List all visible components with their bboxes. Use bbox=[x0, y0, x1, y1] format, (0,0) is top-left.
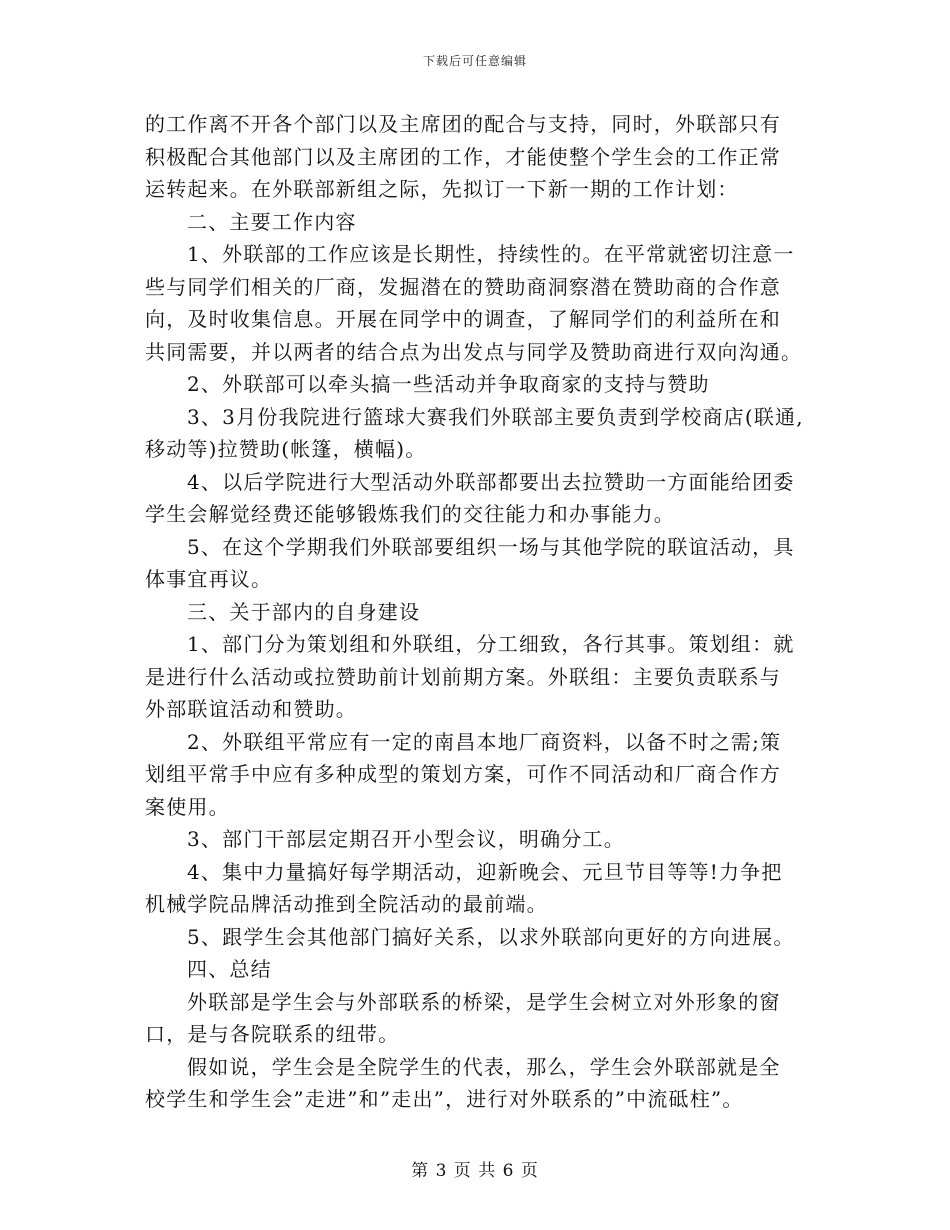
body-line: 是进行什么活动或拉赞助前计划前期方案。外联组：主要负责联系与 bbox=[145, 664, 781, 689]
page-header: 下载后可任意编辑 bbox=[422, 54, 527, 68]
page-number-label: 第 3 页 共 6 页 bbox=[411, 1161, 539, 1181]
body-line: 外联部是学生会与外部联系的桥梁，是学生会树立对外形象的窗 bbox=[187, 989, 781, 1014]
body-line: 三、关于部内的自身建设 bbox=[187, 599, 421, 624]
body-line: 5、跟学生会其他部门搞好关系，以求外联部向更好的方向进展。 bbox=[187, 924, 795, 949]
body-line: 4、以后学院进行大型活动外联部都要出去拉赞助一方面能给团委 bbox=[187, 469, 795, 494]
body-line: 假如说，学生会是全院学生的代表，那么，学生会外联部就是全 bbox=[187, 1054, 781, 1079]
body-line: 移动等)拉赞助(帐篷，横幅)。 bbox=[145, 437, 427, 461]
body-line: 体事宜再议。 bbox=[145, 567, 273, 591]
body-line: 四、总结 bbox=[187, 957, 272, 981]
body-line: 2、外联部可以牵头搞一些活动并争取商家的支持与赞助 bbox=[187, 372, 710, 396]
body-line: 3、3月份我院进行篮球大赛我们外联部主要负责到学校商店(联通, bbox=[187, 404, 804, 429]
body-line: 积极配合其他部门以及主席团的工作，才能使整个学生会的工作正常 bbox=[145, 144, 781, 169]
body-line: 3、部门干部层定期召开小型会议，明确分工。 bbox=[187, 827, 625, 851]
body-line: 2、外联组平常应有一定的南昌本地厂商资料，以备不时之需;策 bbox=[187, 729, 782, 754]
page-footer bbox=[0, 1156, 950, 1181]
body-line: 二、主要工作内容 bbox=[187, 209, 357, 234]
body-line: 5、在这个学期我们外联部要组织一场与其他学院的联谊活动，具 bbox=[187, 534, 795, 559]
body-line: 些与同学们相关的厂商，发掘潜在的赞助商洞察潜在赞助商的合作意 bbox=[145, 274, 781, 299]
body-line: 学生会解觉经费还能够锻炼我们的交往能力和办事能力。 bbox=[145, 502, 675, 526]
body-line: 口，是与各院联系的纽带。 bbox=[145, 1022, 400, 1046]
body-line: 划组平常手中应有多种成型的策划方案，可作不同活动和厂商合作方 bbox=[145, 762, 781, 786]
body-line: 共同需要，并以两者的结合点为出发点与同学及赞助商进行双向沟通。 bbox=[145, 339, 803, 364]
body-line: 案使用。 bbox=[145, 794, 230, 819]
body-line: 向，及时收集信息。开展在同学中的调查，了解同学们的利益所在和 bbox=[145, 307, 781, 331]
body-line: 1、部门分为策划组和外联组，分工细致，各行其事。策划组：就 bbox=[187, 632, 795, 656]
body-line: 1、外联部的工作应该是长期性，持续性的。在平常就密切注意一 bbox=[187, 242, 795, 266]
document-body bbox=[145, 108, 825, 1116]
body-line: 4、集中力量搞好每学期活动，迎新晚会、元旦节目等等!力争把 bbox=[187, 859, 783, 884]
body-line: 外部联谊活动和赞助。 bbox=[145, 697, 357, 721]
body-line: 的工作离不开各个部门以及主席团的配合与支持，同时，外联部只有 bbox=[145, 112, 781, 136]
body-line: 机械学院品牌活动推到全院活动的最前端。 bbox=[145, 892, 548, 916]
body-line: 运转起来。在外联部新组之际，先拟订一下新一期的工作计划： bbox=[145, 177, 739, 201]
body-line: 校学生和学生会”走进”和”走出”，进行对外联系的”中流砥柱”。 bbox=[145, 1087, 744, 1111]
